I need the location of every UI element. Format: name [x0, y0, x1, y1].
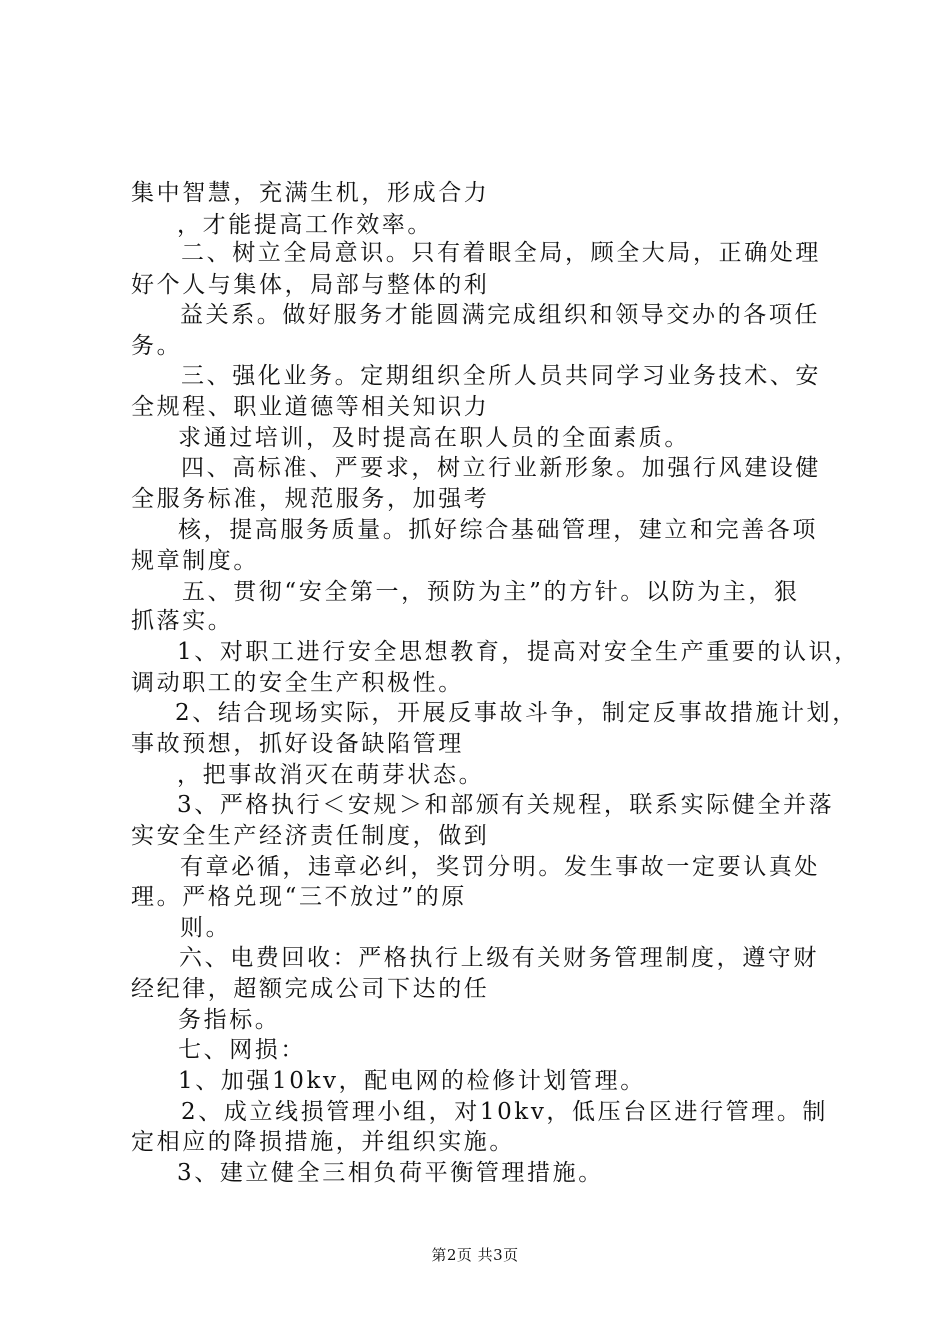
- text-line: 经纪律，超额完成公司下达的任: [131, 976, 490, 1002]
- text-line: 2、成立线损管理小组，对10kv，低压台区进行管理。制: [181, 1099, 829, 1125]
- text-line: 3、建立健全三相负荷平衡管理措施。: [177, 1160, 604, 1186]
- text-line: 3、严格执行＜安规＞和部颁有关规程，联系实际健全并落: [177, 792, 835, 818]
- text-line: 调动职工的安全生产积极性。: [131, 670, 464, 696]
- text-line: ，才能提高工作效率。: [177, 212, 433, 238]
- text-line: 定相应的降损措施，并组织实施。: [131, 1129, 515, 1155]
- text-line: 抓落实。: [131, 608, 234, 634]
- text-line: 事故预想，抓好设备缺陷管理: [131, 731, 464, 757]
- text-line: 六、电费回收：严格执行上级有关财务管理制度，遵守财: [179, 945, 819, 971]
- text-line: 五、贯彻“安全第一，预防为主”的方针。以防为主，狠: [182, 579, 800, 605]
- text-line: ，把事故消灭在萌芽状态。: [177, 762, 485, 788]
- text-line: 全服务标准，规范服务，加强考: [131, 486, 490, 512]
- text-line: 七、网损：: [178, 1037, 306, 1063]
- text-line: 求通过培训，及时提高在职人员的全面素质。: [178, 425, 690, 451]
- text-line: 则。: [180, 915, 232, 941]
- text-line: 益关系。做好服务才能圆满完成组织和领导交办的各项任: [180, 302, 820, 328]
- text-line: 1、对职工进行安全思想教育，提高对安全生产重要的认识，: [177, 639, 860, 665]
- text-line: 1、加强10kv，配电网的检修计划管理。: [178, 1068, 646, 1094]
- text-line: 二、树立全局意识。只有着眼全局，顾全大局，正确处理: [181, 240, 821, 266]
- text-line: 好个人与集体，局部与整体的利: [131, 272, 490, 298]
- text-line: 2、结合现场实际，开展反事故斗争，制定反事故措施计划，: [175, 700, 858, 726]
- text-line: 有章必循，违章必纠，奖罚分明。发生事故一定要认真处: [180, 854, 820, 880]
- text-line: 四、高标准、严要求，树立行业新形象。加强行风建设健: [181, 455, 821, 481]
- text-line: 实安全生产经济责任制度，做到: [131, 823, 490, 849]
- page-footer: 第2页 共3页: [431, 1246, 519, 1264]
- text-line: 全规程、职业道德等相关知识力: [131, 394, 490, 420]
- text-line: 三、强化业务。定期组织全所人员共同学习业务技术、安: [181, 363, 821, 389]
- text-line: 务指标。: [178, 1007, 281, 1033]
- text-line: 核，提高服务质量。抓好综合基础管理，建立和完善各项: [178, 517, 818, 543]
- text-line: 集中智慧，充满生机，形成合力: [131, 180, 490, 206]
- text-line: 理。严格兑现“三不放过”的原: [131, 884, 467, 910]
- text-line: 务。: [131, 333, 183, 359]
- text-line: 规章制度。: [131, 548, 259, 574]
